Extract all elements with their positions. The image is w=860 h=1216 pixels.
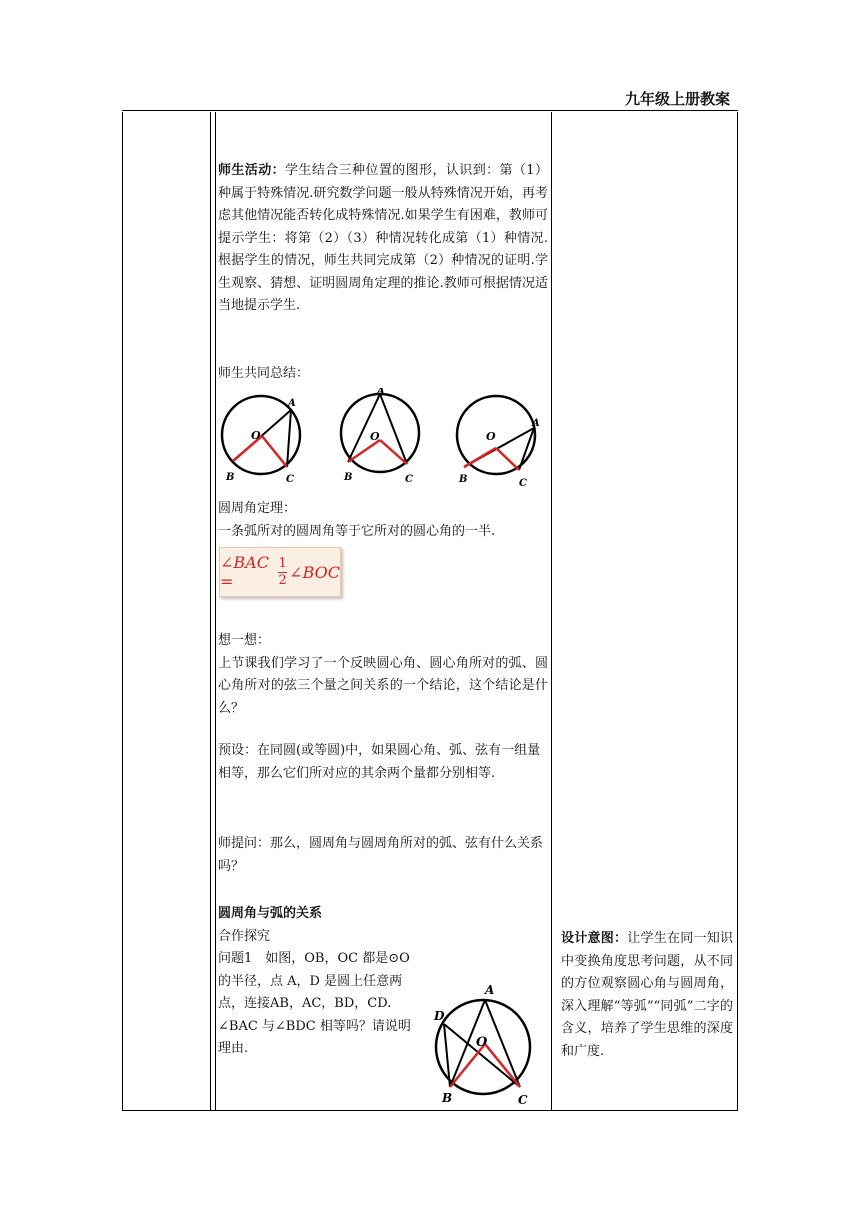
column-divider xyxy=(215,112,216,1110)
formula-left: ∠BAC = xyxy=(220,553,269,591)
label-c: C xyxy=(518,1093,528,1106)
label-c: C xyxy=(519,478,527,489)
label-b: B xyxy=(344,472,353,483)
summary-title: 师生共同总结： xyxy=(218,366,310,381)
column-divider xyxy=(551,112,552,1110)
design-intent-text: 让学生在同一知识中变换角度思考问题，从不同的方位观察圆心角与圆周角，深入理解“等弧”“同弧”二字的含义，培养了学生思维的深度和广度. xyxy=(561,931,733,1059)
label-a: A xyxy=(532,418,540,429)
circle-figure-1 xyxy=(222,396,300,485)
theorem-title: 圆周角定理： xyxy=(218,501,297,516)
section-block xyxy=(218,903,548,948)
think-block xyxy=(218,630,548,720)
activity-label: 师生活动： xyxy=(218,163,286,178)
label-a: A xyxy=(485,983,495,997)
circle-figure-3 xyxy=(457,396,540,489)
label-d: D xyxy=(434,1009,445,1023)
coop-title: 合作探究 xyxy=(218,928,271,944)
theorem-figures xyxy=(214,388,554,490)
label-b: B xyxy=(442,1091,453,1105)
header-title: 九年级上册教案 xyxy=(624,90,730,108)
design-intent xyxy=(561,928,733,1063)
column-divider xyxy=(210,112,211,1110)
activity-text: 学生结合三种位置的图形，认识到：第（1）种属于特殊情况.研究数学问题一般从特殊情况开始，再考虑其他情况能否转化成特殊情况.如果学生有困难，教师可提示学生：将第（2）（3）种情况转化成第（1）种情况.根据学生的情况，师生共同完成第（2）种情况的证明.学生观察、猜想、证明圆周角定理的推论.教师可根据情况适当地提示学生. xyxy=(218,163,548,313)
label-o: O xyxy=(476,1035,488,1050)
label-c: C xyxy=(405,474,413,485)
formula-denominator: 2 xyxy=(278,572,287,588)
think-title: 想一想： xyxy=(218,633,271,648)
question-paragraph: 师提问：那么，圆周角与圆周角所对的弧、弦有什么关系吗？ xyxy=(218,836,544,874)
design-intent-label: 设计意图： xyxy=(561,931,628,946)
preset-paragraph: 预设：在同圆(或等圆)中，如果圆心角、弧、弦有一组量相等，那么它们所对应的其余两个量都分别相等. xyxy=(218,743,541,781)
label-a: A xyxy=(288,398,296,409)
label-o: O xyxy=(370,430,380,443)
label-a: A xyxy=(377,388,385,397)
label-b: B xyxy=(459,474,468,485)
theorem-text: 一条弧所对的圆周角等于它所对的圆心角的一半. xyxy=(218,523,496,539)
formula-fraction xyxy=(278,557,287,588)
label-b: B xyxy=(226,472,235,483)
label-o: O xyxy=(486,430,496,443)
section-title: 圆周角与弧的关系 xyxy=(218,906,323,921)
think-text: 上节课我们学习了一个反映圆心角、圆心角所对的弧、圆心角所对的弦三个量之间关系的一个结论，这个结论是什么？ xyxy=(218,655,548,716)
problem-text-content: 问题1 如图，OB，OC 都是⊙O 的半径，点 A，D 是圆上任意两点，连接AB，AC，BD，CD. ∠BAC 与∠BDC 相等吗？请说明理由. xyxy=(218,951,411,1056)
label-c: C xyxy=(286,474,294,485)
formula-right: ∠BOC xyxy=(289,562,340,582)
activity-paragraph xyxy=(218,160,548,318)
formula-box xyxy=(219,547,341,597)
formula-numerator: 1 xyxy=(278,555,287,571)
header-rule xyxy=(122,110,738,111)
theorem-block xyxy=(218,498,548,543)
label-o: O xyxy=(251,429,261,442)
problem-figure xyxy=(430,980,540,1106)
circle-figure-2 xyxy=(341,388,419,485)
